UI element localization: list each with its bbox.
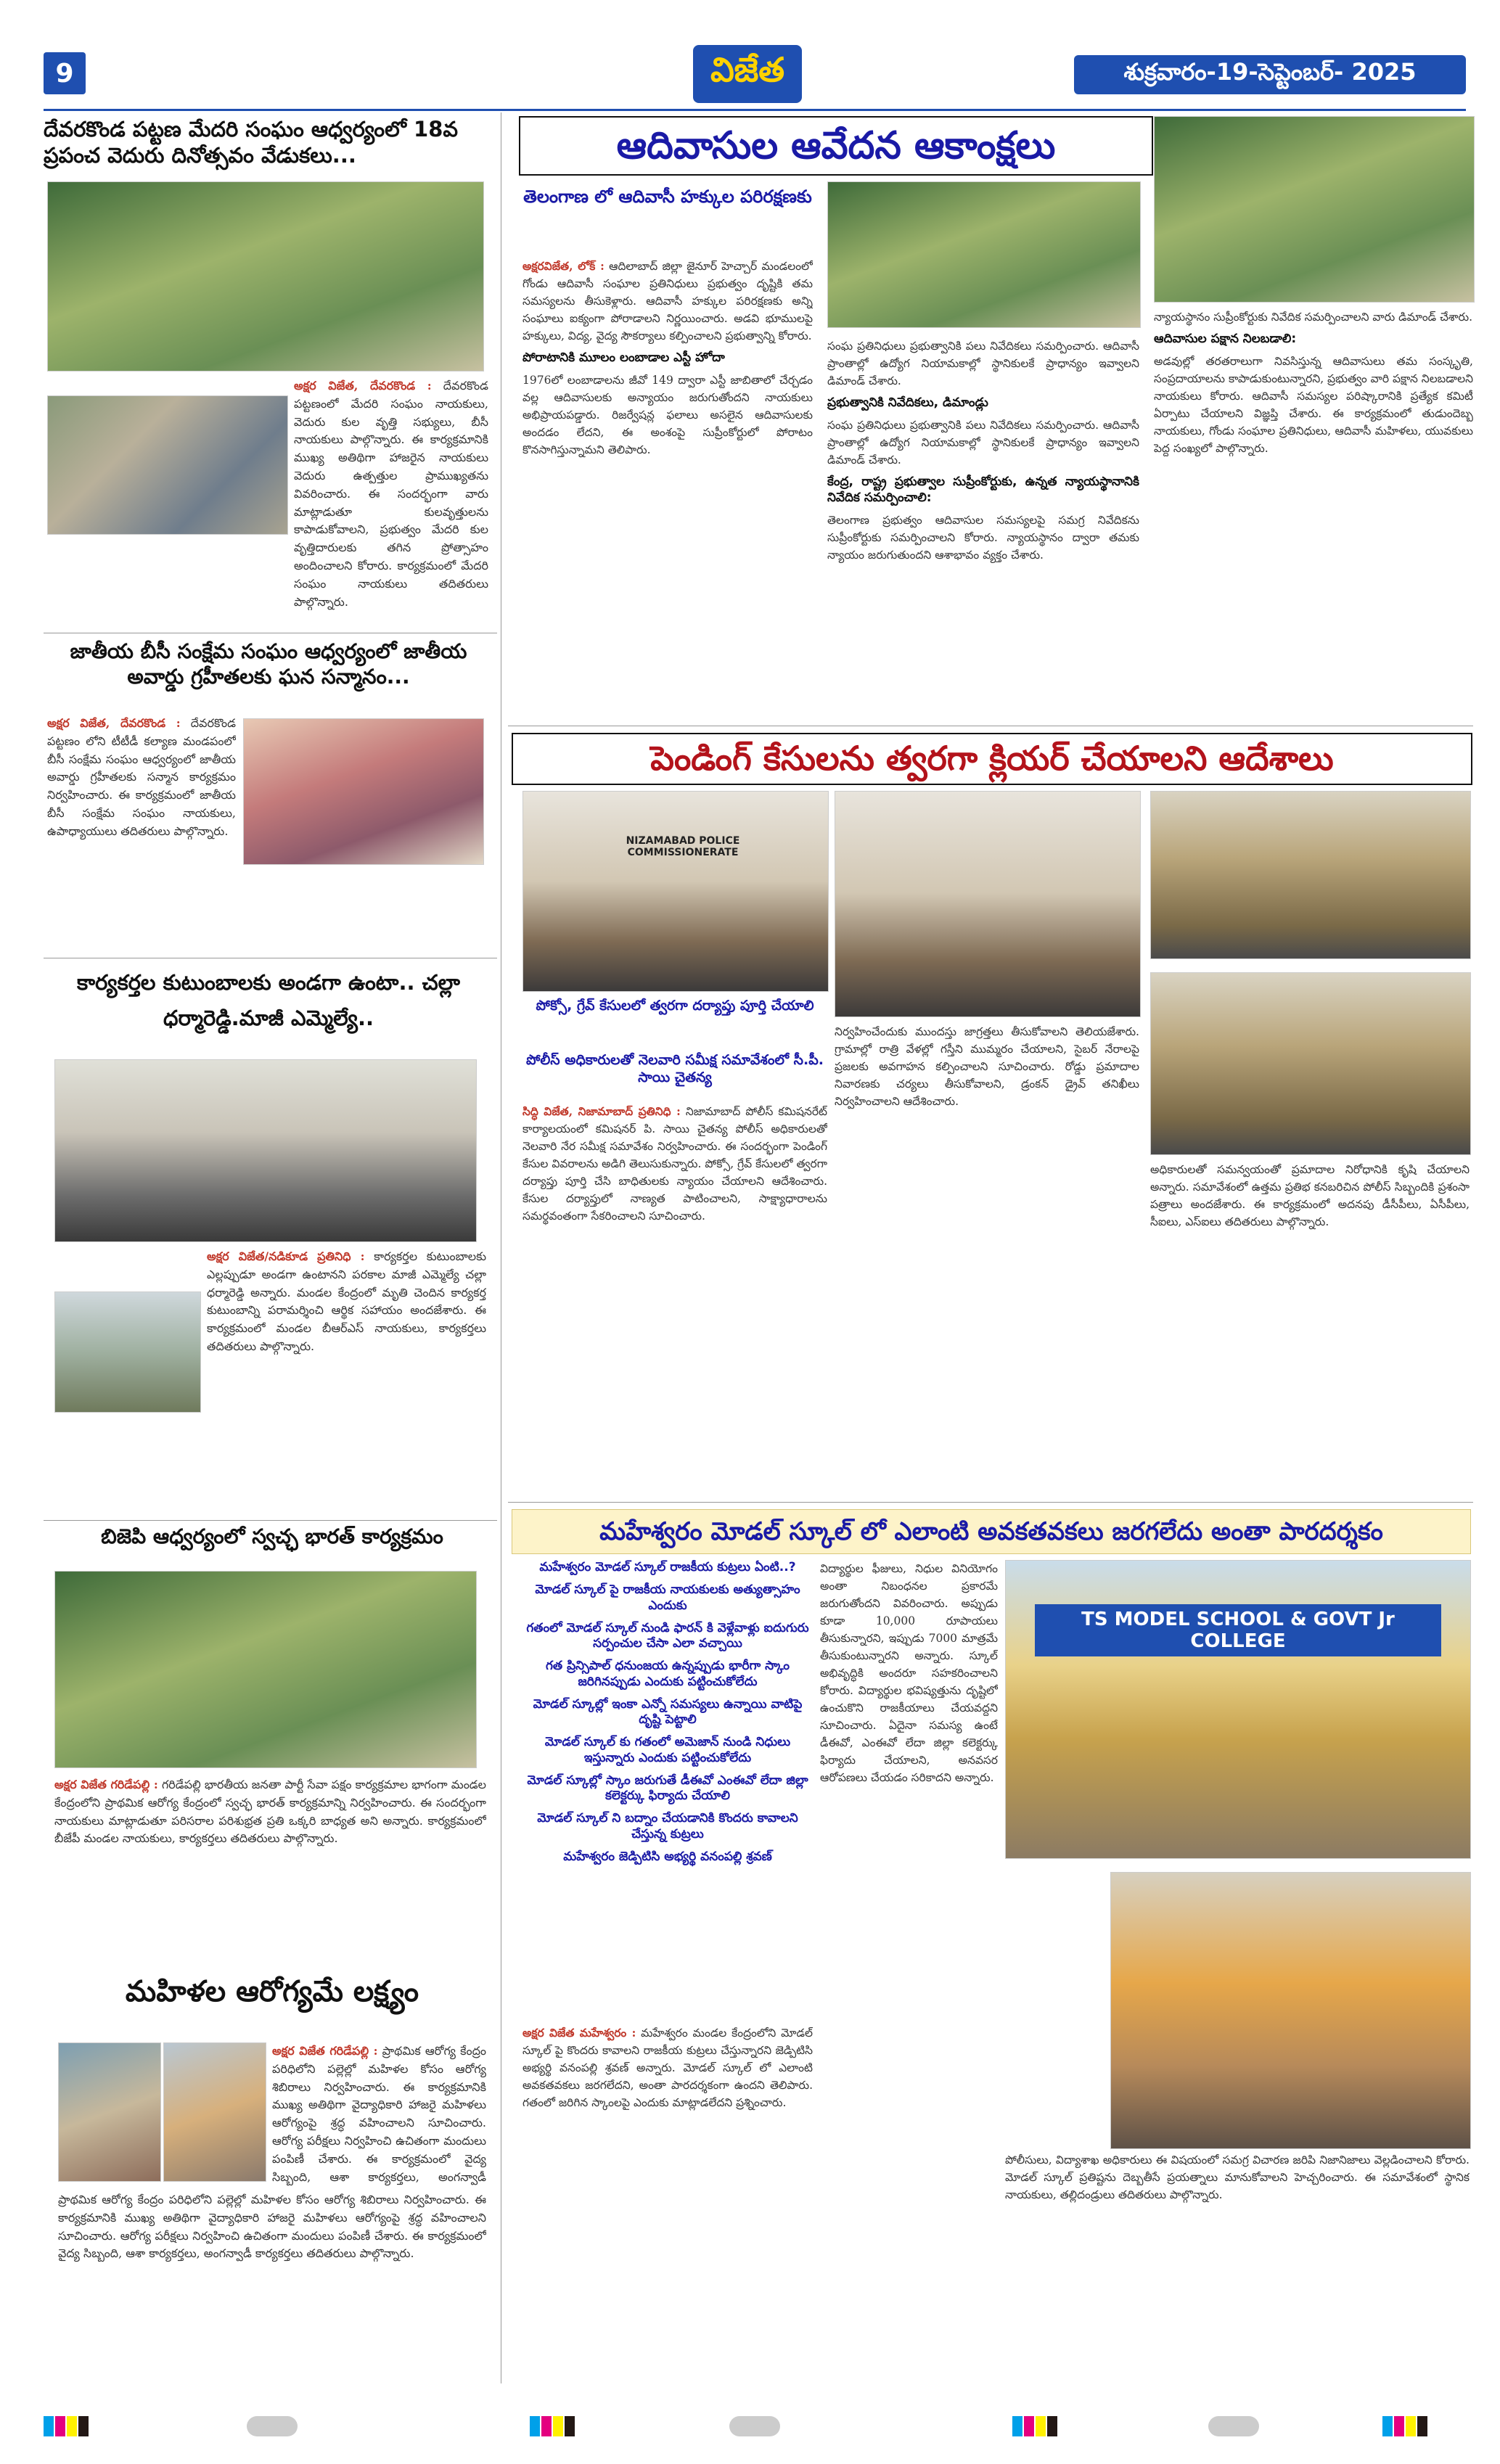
- tribal-text-1: ఆదిలాబాద్ జిల్లా జైనూర్ హెచ్చార్ మండలంలో గోండు ఆదివాసీ సంఘాల ప్రతినిధులు ప్రభుత్వం దృష్టికి తమ సమస్యలను తీసుకెళ్లారు. ఆదివాసీ హక్కుల పరిరక్షణకు అన్ని సంఘాలు ఐక్యంగా పోరాడాలని నిర్ణయించారు. అడవి భూములపై హక్కులు, విద్య, వైద్య సౌకర్యాలు కల్పించాలని ప్రభుత్వాన్ని కోరారు.: [522, 260, 813, 343]
- story2-headline: జాతీయ బీసీ సంక్షేమ సంఘం ఆధ్వర్యంలో జాతీయ అవార్డు గ్రహీతలకు ఘన సన్మానం...: [70, 639, 467, 689]
- school-headline-box: [512, 1509, 1471, 1554]
- school-headline: మహేశ్వరం మోడల్ స్కూల్ లో ఎలాంటి అవకతవకలు జరగలేదు అంతా పారదర్శకం: [599, 1516, 1383, 1546]
- tribal-body-col2: [827, 337, 1139, 722]
- police-headline-box: [512, 733, 1472, 785]
- story4-body: [54, 1776, 486, 1965]
- tribal-subhead-2: ప్రభుత్వానికి నివేదికలు, డిమాండ్లు: [827, 395, 988, 411]
- police-photo-2: [835, 791, 1141, 1017]
- tribal-dateline: అక్షరవిజేత, లోక్ :: [522, 259, 604, 273]
- story1-body: [294, 377, 488, 624]
- police-text-3: అధికారులతో సమన్వయంతో ప్రమాదాల నిరోధానికి కృషి చేయాలని అన్నారు. సమావేశంలో ఉత్తమ ప్రతిభ కనబరిచిన పోలీస్ సిబ్బందికి ప్రశంసా పత్రాలు అందజేశారు. ఈ కార్యక్రమంలో అదనపు డీసీపీలు, ఏసీపీలు, సీఐలు, ఎస్ఐలు తదితరులు పాల్గొన్నారు.: [1150, 1163, 1470, 1229]
- school-questions: [522, 1560, 813, 2017]
- tribal-photo-1: [827, 181, 1141, 328]
- registration-dot-1: [247, 2416, 298, 2436]
- story4-headline: బిజెపి ఆధ్వర్యంలో స్వచ్ఛ భారత్ కార్యక్రమం: [101, 1524, 443, 1548]
- police-photo-3: [1150, 791, 1471, 959]
- tribal-photo-2: [1154, 116, 1475, 303]
- school-body-right: పోలీసులు, విద్యాశాఖ అధికారులు ఈ విషయంలో సమగ్ర విచారణ జరిపి నిజానిజాలు వెల్లడించాలని కోరారు. మోడల్ స్కూల్ ప్రతిష్టను దెబ్బతీసే ప్రయత్నాలు మానుకోవాలని హెచ్చరించారు. ఈ సమావేశంలో స్థానిక నాయకులు, తల్లిదండ్రులు తదితరులు పాల్గొన్నారు.: [1005, 2153, 1470, 2202]
- story5-photo-1: [58, 2042, 161, 2182]
- school-body-left: [522, 2024, 813, 2380]
- tribal-text-3: సంఘ ప్రతినిధులు ప్రభుత్వానికి పలు నివేదికలు సమర్పించారు. ఆదివాసీ ప్రాంతాల్లో ఉద్యోగ నియామకాల్లో స్థానికులకే ప్రాధాన్యం ఇవ్వాలని డిమాండ్ చేశారు.: [827, 340, 1139, 388]
- story1-photo-small: [47, 395, 288, 535]
- story3-text: కార్యకర్తల కుటుంబాలకు ఎల్లప్పుడూ అండగా ఉంటానని పరకాల మాజీ ఎమ్మెల్యే చల్లా ధర్మారెడ్డి అన్నారు. మండల కేంద్రంలో మృతి చెందిన కార్యకర్త కుటుంబాన్ని పరామర్శించి ఆర్థిక సహాయం అందజేశారు. ఈ కార్యక్రమంలో మండల బీఆర్ఎస్ నాయకులు, కార్యకర్తలు తదితరులు పాల్గొన్నారు.: [207, 1249, 486, 1353]
- school-question: మోడల్ స్కూల్ పై రాజకీయ నాయకులకు అత్యుత్సాహం ఎందుకు: [535, 1582, 800, 1613]
- story3-headline: కార్యకర్తల కుటుంబాలకు అండగా ఉంటా.. చల్లా ధర్మారెడ్డి.మాజీ ఎమ్మెల్యే..: [76, 970, 461, 1031]
- masthead-title: విజేత: [710, 50, 785, 89]
- police-caption-2: పోలీస్ అధికారులతో నెలవారి సమీక్ష సమావేశంలో సీ.పీ. సాయి చైతన్య: [526, 1052, 824, 1085]
- date-banner: [1074, 55, 1466, 94]
- story3-rule: [44, 1520, 497, 1521]
- school-question: గతంలో మోడల్ స్కూల్ నుండి ఫారన్ కి వెళ్లేవాళ్లు ఐదుగురు సర్పంచుల చేసా ఎలా వచ్చాయి: [526, 1620, 809, 1651]
- story3-photo-small: [54, 1291, 201, 1413]
- registration-dot-2: [729, 2416, 780, 2436]
- police-headline: పెండింగ్ కేసులను త్వరగా క్లియర్ చేయాలని ఆదేశాలు: [650, 739, 1334, 779]
- tribal-subhead-4: ఆదివాసుల పక్షాన నిలబడాలి:: [1154, 332, 1297, 347]
- school-question: మోడల్ స్కూల్లో స్కాం జరుగుతే డీఈవో ఎంఈవో లేదా జిల్లా కలెక్టర్కు ఫిర్యాదు చేయాలి: [527, 1773, 808, 1803]
- tribal-subhead-1: పోరాటానికి మూలం లంబాడాల ఎస్టీ హోదా: [522, 350, 725, 366]
- school-question: మహేశ్వరం జెడ్పిటిసి అభ్యర్థి వనంపల్లి శ్రవణ్: [563, 1849, 772, 1864]
- school-question: మోడల్ స్కూల్ కు గతంలో అమెజాన్ నుండి నిధులు ఇస్తున్నారు ఎందుకు పట్టించుకోలేదు: [544, 1735, 791, 1765]
- registration-marks-3: [1012, 2416, 1059, 2436]
- story3-dateline: అక్షర విజేత/నడికూడ ప్రతినిధి :: [207, 1249, 365, 1263]
- school-question: మహేశ్వరం మోడల్ స్కూల్ రాజకీయ కుట్రలు ఏంటి..?: [539, 1560, 796, 1574]
- story5-headline: మహిళల ఆరోగ్యమే లక్ష్యం: [125, 1975, 419, 2008]
- police-text-1: నిజామాబాద్ పోలీస్ కమిషనరేట్ కార్యాలయంలో కమిషనర్ పి. సాయి చైతన్య పోలీస్ అధికారులతో నెలవారి నేర సమీక్ష సమావేశం నిర్వహించారు. ఈ సందర్భంగా పెండింగ్ కేసుల వివరాలను అడిగి తెలుసుకున్నారు. పోక్సో, గ్రేవ్ కేసులలో త్వరగా దర్యాప్తు పూర్తి చేసి బాధితులకు న్యాయం చేయాలని ఆదేశించారు. కేసుల దర్యాప్తులో నాణ్యత పాటించాలని, సాక్ష్యాధారాలను సమర్థవంతంగా సేకరించాలని సూచించారు.: [522, 1105, 827, 1223]
- story5-photo-2: [163, 2042, 266, 2182]
- story4-dateline: అక్షర విజేత గరిడేపల్లి :: [54, 1778, 158, 1791]
- header-rule: [44, 109, 1466, 111]
- school-question: మోడల్ స్కూల్ ని బద్నాం చేయడానికి కొందరు కావాలని చేస్తున్న కుట్రలు: [537, 1811, 798, 1841]
- page-number: 9: [55, 58, 74, 89]
- police-dateline: సిద్ధి విజేత, నిజామాబాద్ ప్రతినిధి :: [522, 1104, 681, 1118]
- registration-marks-2: [530, 2416, 576, 2436]
- tribal-text-6: అడవుల్లో తరతరాలుగా నివసిస్తున్న ఆదివాసులు తమ సంస్కృతి, సంప్రదాయాలను కాపాడుకుంటున్నారని, ప్రభుత్వం వారి పక్షాన నిలబడాలని నాయకులు కోరారు. ఆదివాసీ సమస్యల పరిష్కారానికి ప్రత్యేక కమిటీ ఏర్పాటు చేయాలని విజ్ఞప్తి చేశారు. ఈ కార్యక్రమంలో తుడుందెబ్బ నాయకులు, గోండు సంఘాల ప్రతినిధులు, ఆదివాసీ మహిళలు, యువకులు పెద్ద సంఖ్యలో పాల్గొన్నారు.: [1154, 355, 1473, 456]
- story2-text: దేవరకొండ పట్టణం లోని టీటీడీ కల్యాణ మండపంలో బీసీ సంక్షేమ సంఘం ఆధ్వర్యంలో జాతీయ అవార్డు గ్రహీతలకు సన్మాన కార్యక్రమం నిర్వహించారు. ఈ కార్యక్రమంలో జాతీయ బీసీ సంక్షేమ సంఘం నాయకులు, ఉపాధ్యాయులు తదితరులు పాల్గొన్నారు.: [47, 716, 236, 838]
- story1-text: దేవరకొండ పట్టణంలో మేదరి సంఘం నాయకులు, వెదురు కుల వృత్తి సభ్యులు, బీసీ నాయకులు పాల్గొన్నారు. ఈ కార్యక్రమానికి ముఖ్య అతిథిగా హాజరైన నాయకులు వెదురు ఉత్పత్తుల ప్రాముఖ్యతను వివరించారు. ఈ సందర్భంగా వారు మాట్లాడుతూ కులవృత్తులను కాపాడుకోవాలని, ప్రభుత్వం మేదరి కుల వృత్తిదారులకు తగిన ప్రోత్సాహం అందించాలని కోరారు. కార్యక్రమంలో మేదరి సంఘం నాయకులు తదితరులు పాల్గొన్నారు.: [294, 379, 488, 609]
- school-body-mid: విద్యార్థుల ఫీజులు, నిధుల వినియోగం అంతా నిబంధనల ప్రకారమే జరుగుతోందని వివరించారు. అప్పుడు కూడా 10,000 రూపాయలు తీసుకున్నారని, ఇప్పుడు 7000 మాత్రమే తీసుకుంటున్నారని అన్నారు. స్కూల్ అభివృద్ధికి అందరూ సహకరించాలని కోరారు. విద్యార్థుల భవిష్యత్తును దృష్టిలో ఉంచుకొని రాజకీయాలు చేయవద్దని సూచించారు. ఏదైనా సమస్య ఉంటే డీఈవో, ఎంఈవో లేదా జిల్లా కలెక్టర్కు ఫిర్యాదు చేయాలని, అనవసర ఆరోపణలు చేయడం సరికాదని అన్నారు.: [820, 1562, 998, 1785]
- story1-headline: దేవరకొండ పట్టణ మేదరి సంఘం ఆధ్వర్యంలో 18వ ప్రపంచ వెదురు దినోత్సవం వేడుకలు...: [44, 117, 459, 168]
- story2-photo: [243, 718, 484, 865]
- school-question: మోడల్ స్కూల్లో ఇంకా ఎన్నో సమస్యలు ఉన్నాయి వాటిపై దృష్టి పెట్టాలి: [533, 1696, 803, 1727]
- police-body-col3: [1150, 1161, 1470, 1495]
- registration-marks-1: [44, 2416, 90, 2436]
- tribal-text-4: తెలంగాణ ప్రభుత్వం ఆదివాసుల సమస్యలపై సమగ్ర నివేదికను సుప్రీంకోర్టుకు సమర్పించాలని కోరారు. న్యాయస్థానం ద్వారా తమకు న్యాయం జరుగుతుందని ఆశాభావం వ్యక్తం చేశారు.: [827, 513, 1139, 562]
- tribal-body-col3: [1154, 308, 1473, 715]
- story4-text: గరిడేపల్లి భారతీయ జనతా పార్టీ సేవా పక్షం కార్యక్రమాల భాగంగా మండల కేంద్రంలోని ప్రాథమిక ఆరోగ్య కేంద్రంలో స్వచ్ఛ భారత్ కార్యక్రమాన్ని నిర్వహించారు. ఈ సందర్భంగా నాయకులు మాట్లాడుతూ పరిసరాల పరిశుభ్రత ప్రతి ఒక్కరి బాధ్యత అని అన్నారు. కార్యక్రమంలో బీజేపీ మండల నాయకులు, కార్యకర్తలు తదితరులు పాల్గొన్నారు.: [54, 1778, 486, 1846]
- police-caption: పోక్సో, గ్రేవ్ కేసులలో త్వరగా దర్యాప్తు పూర్తి చేయాలి: [536, 998, 814, 1014]
- story3-body: [207, 1248, 486, 1509]
- police-rule: [508, 1502, 1473, 1503]
- story1-photo: [47, 181, 484, 371]
- story5-body-cont: ప్రాథమిక ఆరోగ్య కేంద్రం పరిధిలోని పల్లెల్లో మహిళల కోసం ఆరోగ్య శిబిరాలు నిర్వహించారు. ఈ కార్యక్రమానికి ముఖ్య అతిథిగా వైద్యాధికారి హాజరై మహిళలు ఆరోగ్యంపై శ్రద్ధ వహించాలని సూచించారు. ఆరోగ్య పరీక్షలు నిర్వహించి ఉచితంగా మందులు పంపిణీ చేశారు. ఈ కార్యక్రమంలో వైద్య సిబ్బంది, ఆశా కార్యకర్తలు, అంగన్వాడీ కార్యకర్తలు తదితరులు పాల్గొన్నారు.: [58, 2193, 486, 2261]
- issue-date: శుక్రవారం-19-సెప్టెంబర్- 2025: [1123, 58, 1417, 86]
- police-text-2: నిర్వహించేందుకు ముందస్తు జాగ్రత్తలు తీసుకోవాలని తెలియజేశారు. గ్రామాల్లో రాత్రి వేళల్లో గస్తీని ముమ్మరం చేయాలని, సైబర్ నేరాలపై ప్రజలకు అవగాహన కల్పించాలని సూచించారు. రోడ్డు ప్రమాదాల నివారణకు చర్యలు తీసుకోవాలని, డ్రంకన్ డ్రైవ్ తనిఖీలు నిర్వహించాలని ఆదేశించారు.: [835, 1025, 1139, 1109]
- story5-text: ప్రాథమిక ఆరోగ్య కేంద్రం పరిధిలోని పల్లెల్లో మహిళల కోసం ఆరోగ్య శిబిరాలు నిర్వహించారు. ఈ కార్యక్రమానికి ముఖ్య అతిథిగా వైద్యాధికారి హాజరై మహిళలు ఆరోగ్యంపై శ్రద్ధ వహించాలని సూచించారు. ఆరోగ్య పరీక్షలు నిర్వహించి ఉచితంగా మందులు పంపిణీ చేశారు. ఈ కార్యక్రమంలో వైద్య సిబ్బంది, ఆశా కార్యకర్తలు, అంగన్వాడీ: [272, 2044, 486, 2184]
- school-press-photo: [1110, 1872, 1471, 2149]
- tribal-headline: ఆదివాసుల ఆవేదన ఆకాంక్షలు: [616, 123, 1056, 168]
- tribal-headline-box: [519, 116, 1153, 176]
- school-building-photo: [1005, 1560, 1471, 1859]
- story3-photo: [54, 1059, 477, 1242]
- tribal-subhead: తెలంగాణ లో ఆదివాసీ హక్కుల పరిరక్షణకు: [523, 186, 812, 207]
- story4-photo: [54, 1571, 477, 1768]
- masthead-logo: [693, 45, 802, 103]
- page-number-badge: [44, 52, 86, 94]
- police-sign: NIZAMABAD POLICE COMMISSIONERATE: [626, 835, 740, 858]
- story1-dateline: అక్షర విజేత, దేవరకొండ :: [294, 379, 432, 393]
- tribal-text-2: 1976లో లంబాడాలను జీవో 149 ద్వారా ఎస్టీ జాబితాలో చేర్చడం వల్ల ఆదివాసులకు అన్యాయం జరుగుతోందని నాయకులు అభిప్రాయపడ్డారు. రిజర్వేషన్ల ఫలాలు అసలైన ఆదివాసులకు అందడం లేదని, ఈ అంశంపై సుప్రీంకోర్టులో పోరాటం కొనసాగిస్తున్నామని తెలిపారు.: [522, 374, 813, 457]
- story5-body: [272, 2042, 486, 2188]
- school-text-left: మహేశ్వరం మండల కేంద్రంలోని మోడల్ స్కూల్ పై కొందరు కావాలని రాజకీయ కుట్రలు చేస్తున్నారని జెడ్పిటిసి అభ్యర్థి వనంపల్లి శ్రవణ్ అన్నారు. మోడల్ స్కూల్ లో ఎలాంటి అవకతవకలు జరగలేదని, అంతా పారదర్శకంగా ఉందని తెలిపారు. గతంలో జరిగిన స్కాంలపై ఎందుకు మాట్లాడలేదని ప్రశ్నించారు.: [522, 2026, 813, 2110]
- story2-body: [47, 715, 236, 954]
- police-body-col2: [835, 1023, 1139, 1495]
- police-photo-1: [522, 791, 829, 992]
- tribal-text-3b: సంఘ ప్రతినిధులు ప్రభుత్వానికి పలు నివేదికలు సమర్పించారు. ఆదివాసీ ప్రాంతాల్లో ఉద్యోగ నియామకాల్లో స్థానికులకే ప్రాధాన్యం ఇవ్వాలని డిమాండ్ చేశారు.: [827, 419, 1139, 467]
- school-sign: TS MODEL SCHOOL & GOVT Jr COLLEGE: [1035, 1604, 1441, 1656]
- registration-dot-3: [1208, 2416, 1259, 2436]
- story5-dateline: అక్షర విజేత గరిడేపల్లి :: [272, 2044, 378, 2058]
- school-dateline: అక్షర విజేత మహేశ్వరం :: [522, 2026, 636, 2040]
- school-question: గత ప్రిన్సిపాల్ ధనుంజయ ఉన్నప్పుడు భారీగా స్కాం జరిగినప్పుడు ఎందుకు పట్టించుకోలేదు: [546, 1659, 790, 1689]
- tribal-text-5: న్యాయస్థానం సుప్రీంకోర్టుకు నివేదిక సమర్పించాలని వారు డిమాండ్ చేశారు.: [1154, 311, 1473, 324]
- story2-dateline: అక్షర విజేత, దేవరకొండ :: [47, 716, 181, 730]
- police-body-col1: [522, 1103, 827, 1495]
- registration-marks-4: [1382, 2416, 1429, 2436]
- tribal-subhead-3: కేంద్ర, రాష్ట్ర ప్రభుత్వాల సుప్రీంకోర్టుకు, ఉన్నత న్యాయస్థానానికి నివేదిక సమర్పించాలి:: [827, 475, 1139, 505]
- police-photo-4: [1150, 972, 1471, 1155]
